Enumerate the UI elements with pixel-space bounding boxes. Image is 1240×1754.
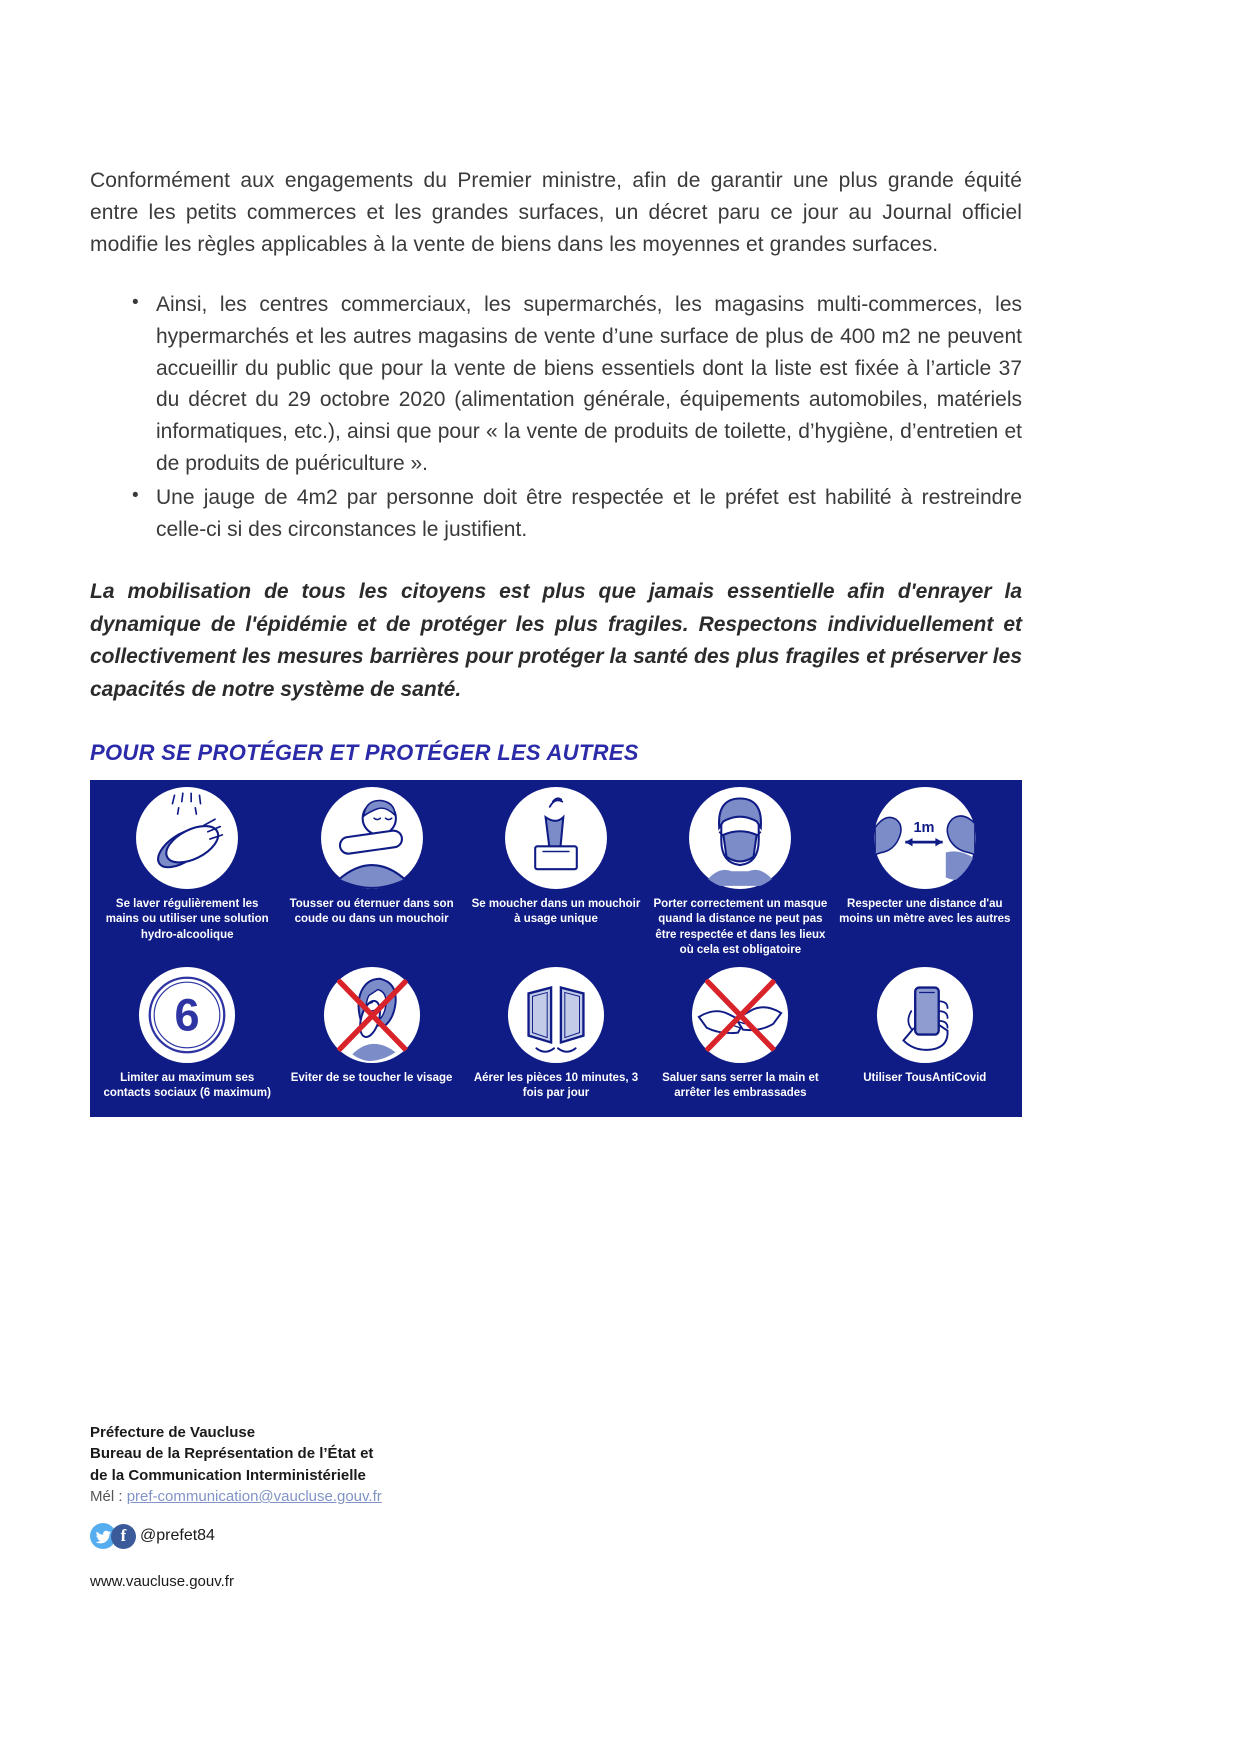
intro-paragraph: Conformément aux engagements du Premier ministre, afin de garantir une plus grande équité entre les petits commerces et les grandes surfaces, un décret paru ce jour au Journal officiel modifie les règles applicables à la vente de biens dans les moyennes et grandes surfaces. <box>90 169 1022 256</box>
footer-org-line: Bureau de la Représentation de l’État et <box>90 1445 374 1463</box>
social-handle: @prefet84 <box>140 1527 215 1545</box>
gesture-caption: Porter correctement un masque quand la distance ne peut pas être respectée et dans les lieux où cela est obligatoire <box>653 898 828 956</box>
six-label: 6 <box>174 989 200 1041</box>
gesture-caption: Saluer sans serrer la main et arrêter les embrassades <box>662 1071 819 1100</box>
facebook-icon: f <box>111 1524 136 1549</box>
gesture-caption: Se laver régulièrement les mains ou utiliser une solution hydro-alcoolique <box>105 898 269 941</box>
bullet-item-shops: • Ainsi, les centres commerciaux, les supermarchés, les magasins multi-commerces, les hypermarchés et les autres magasins de vente d’une surface de plus de 400 m2 ne peuvent accueillir du public que pour la vente de biens essentiels dont la liste est fixée à l’article 37 du décret du 29 octobre 2020 (alimentation générale, équipements automobiles, matériels informatiques, etc.), ainsi que pour « la vente de produits de toilette, d’hygiène, d’entretien et de produits de puériculture ». <box>90 289 1022 480</box>
gesture-caption: Eviter de se toucher le visage <box>290 1071 453 1084</box>
no-touch-face-icon <box>323 966 421 1064</box>
gesture-tousanticovid <box>836 958 1014 1101</box>
bullet-item-gauge: • Une jauge de 4m2 par personne doit être respectée et le préfet est habilité à restreindre celle-ci si des circonstances le justifient. <box>90 482 1022 546</box>
gesture-no-touch-face <box>282 958 460 1101</box>
email-label: Mél : <box>90 1488 123 1506</box>
gesture-caption: Aérer les pièces 10 minutes, 3 fois par jour <box>473 1071 639 1100</box>
gesture-distance <box>836 784 1014 958</box>
measures-bullet-list <box>90 289 1022 546</box>
cough-elbow-icon <box>320 786 424 890</box>
gesture-wash-hands <box>98 784 276 958</box>
page-footer <box>90 1422 1240 1590</box>
footer-org-line: Préfecture de Vaucluse <box>90 1424 256 1442</box>
barrier-gestures-banner <box>90 780 1022 1117</box>
gesture-caption: Tousser ou éternuer dans son coude ou dans un mouchoir <box>289 898 454 926</box>
tissue-icon <box>504 786 608 890</box>
gesture-caption: Se moucher dans un mouchoir à usage unique <box>471 898 641 926</box>
section-heading: POUR SE PROTÉGER ET PROTÉGER LES AUTRES <box>90 740 639 766</box>
mask-icon <box>688 786 792 890</box>
open-window-icon <box>507 966 605 1064</box>
tousanticovid-icon <box>876 966 974 1064</box>
footer-org-line: de la Communication Interministérielle <box>90 1466 366 1484</box>
gesture-tissue <box>467 784 645 958</box>
gesture-caption: Utiliser TousAntiCovid <box>863 1071 987 1084</box>
wash-hands-icon <box>135 786 239 890</box>
email-link[interactable]: pref-communication@vaucluse.gouv.fr <box>126 1488 382 1506</box>
six-contacts-icon <box>138 966 236 1064</box>
gesture-limit-contacts <box>98 958 276 1101</box>
gesture-cough-elbow <box>282 784 460 958</box>
distance-icon <box>873 786 977 890</box>
gesture-air-rooms <box>467 958 645 1101</box>
gesture-caption: Respecter une distance d'au moins un mètre avec les autres <box>839 898 1011 926</box>
gesture-no-handshake <box>651 958 829 1101</box>
mobilisation-paragraph: La mobilisation de tous les citoyens est plus que jamais essentielle afin d'enrayer la dynamique de l'épidémie et de protéger les plus fragiles. Respectons individuellement et collectivement les mesures barrières pour protéger la santé des plus fragiles et préserver les capacités de notre système de santé. <box>90 579 1022 701</box>
no-handshake-icon <box>691 966 789 1064</box>
website-url: www.vaucluse.gouv.fr <box>90 1573 234 1591</box>
gesture-mask <box>651 784 829 958</box>
gesture-caption: Limiter au maximum ses contacts sociaux (6 maximum) <box>103 1071 271 1100</box>
distance-label: 1m <box>913 819 935 836</box>
